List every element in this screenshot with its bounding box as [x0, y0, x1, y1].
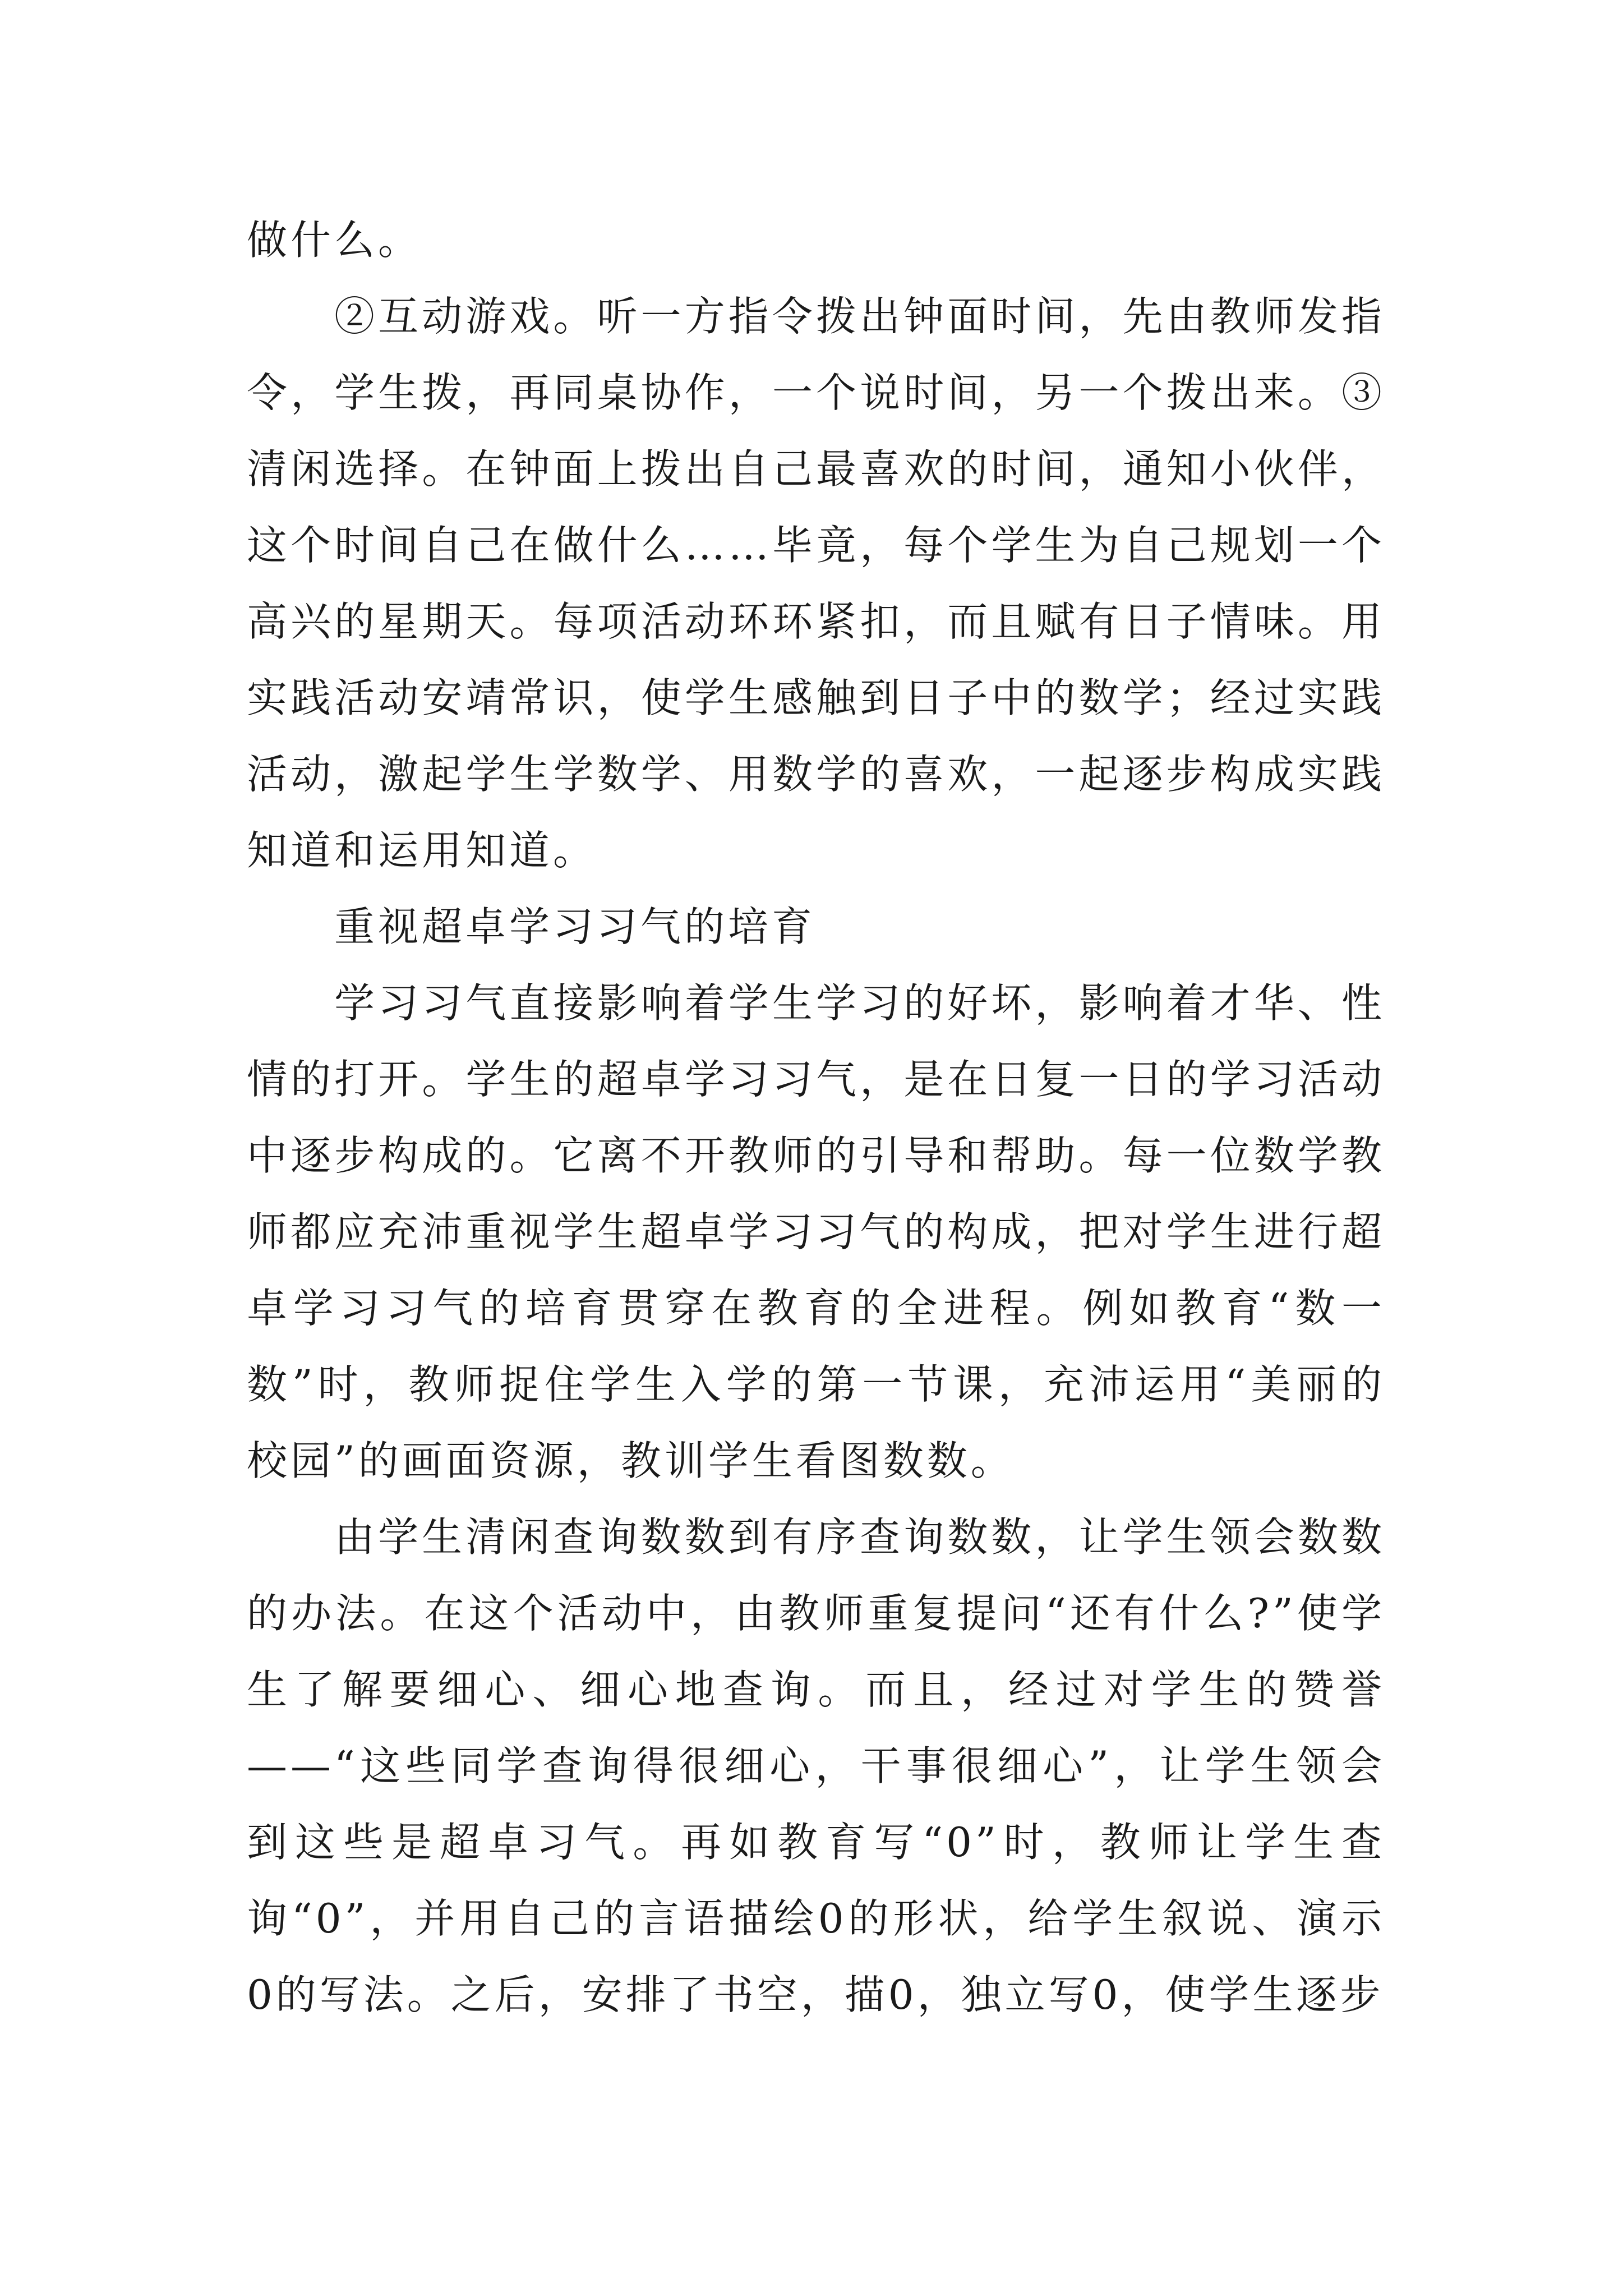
- paragraph-interactive-game: ②互动游戏。听一方指令拨出钟面时间，先由教师发指令，学生拨，再同桌协作，一个说时间，另一个拨出来。③清闲选择。在钟面上拨出自己最喜欢的时间，通知小伙伴，这个时间自己在做什么……毕竟，每个学生为自己规划一个高兴的星期天。每项活动环环紧扣，而且赋有日子情味。用实践活动安靖常识，使学生感触到日子中的数学；经过实践活动，激起学生学数学、用数学的喜欢，一起逐步构成实践知道和运用知道。: [247, 293, 1385, 874]
- document-body: [247, 202, 1385, 2033]
- paragraph-counting-method: 由学生清闲查询数数到有序查询数数，让学生领会数数的办法。在这个活动中，由教师重复提问“还有什么?”使学生了解要细心、细心地查询。而且，经过对学生的赞誉——“这些同学查询得很细心，干事很细心”，让学生领会到这些是超卓习气。再如教育写“0”时，教师让学生查询“0”，并用自己的言语描绘0的形状，给学生叙说、演示0的写法。之后，安排了书空，描0，独立写0，使学生逐步: [247, 1513, 1385, 2018]
- paragraph-continuation: 做什么。: [247, 217, 422, 264]
- paragraph-study-habits: 学习习气直接影响着学生学习的好坏，影响着才华、性情的打开。学生的超卓学习习气，是在日复一日的学习活动中逐步构成的。它离不开教师的引导和帮助。每一位数学教师都应充沛重视学生超卓学习习气的构成，把对学生进行超卓学习习气的培育贯穿在教育的全进程。例如教育“数一数”时，教师捉住学生入学的第一节课，充沛运用“美丽的校园”的画面资源，教训学生看图数数。: [247, 979, 1385, 1484]
- section-heading: 重视超卓学习习气的培育: [334, 903, 816, 950]
